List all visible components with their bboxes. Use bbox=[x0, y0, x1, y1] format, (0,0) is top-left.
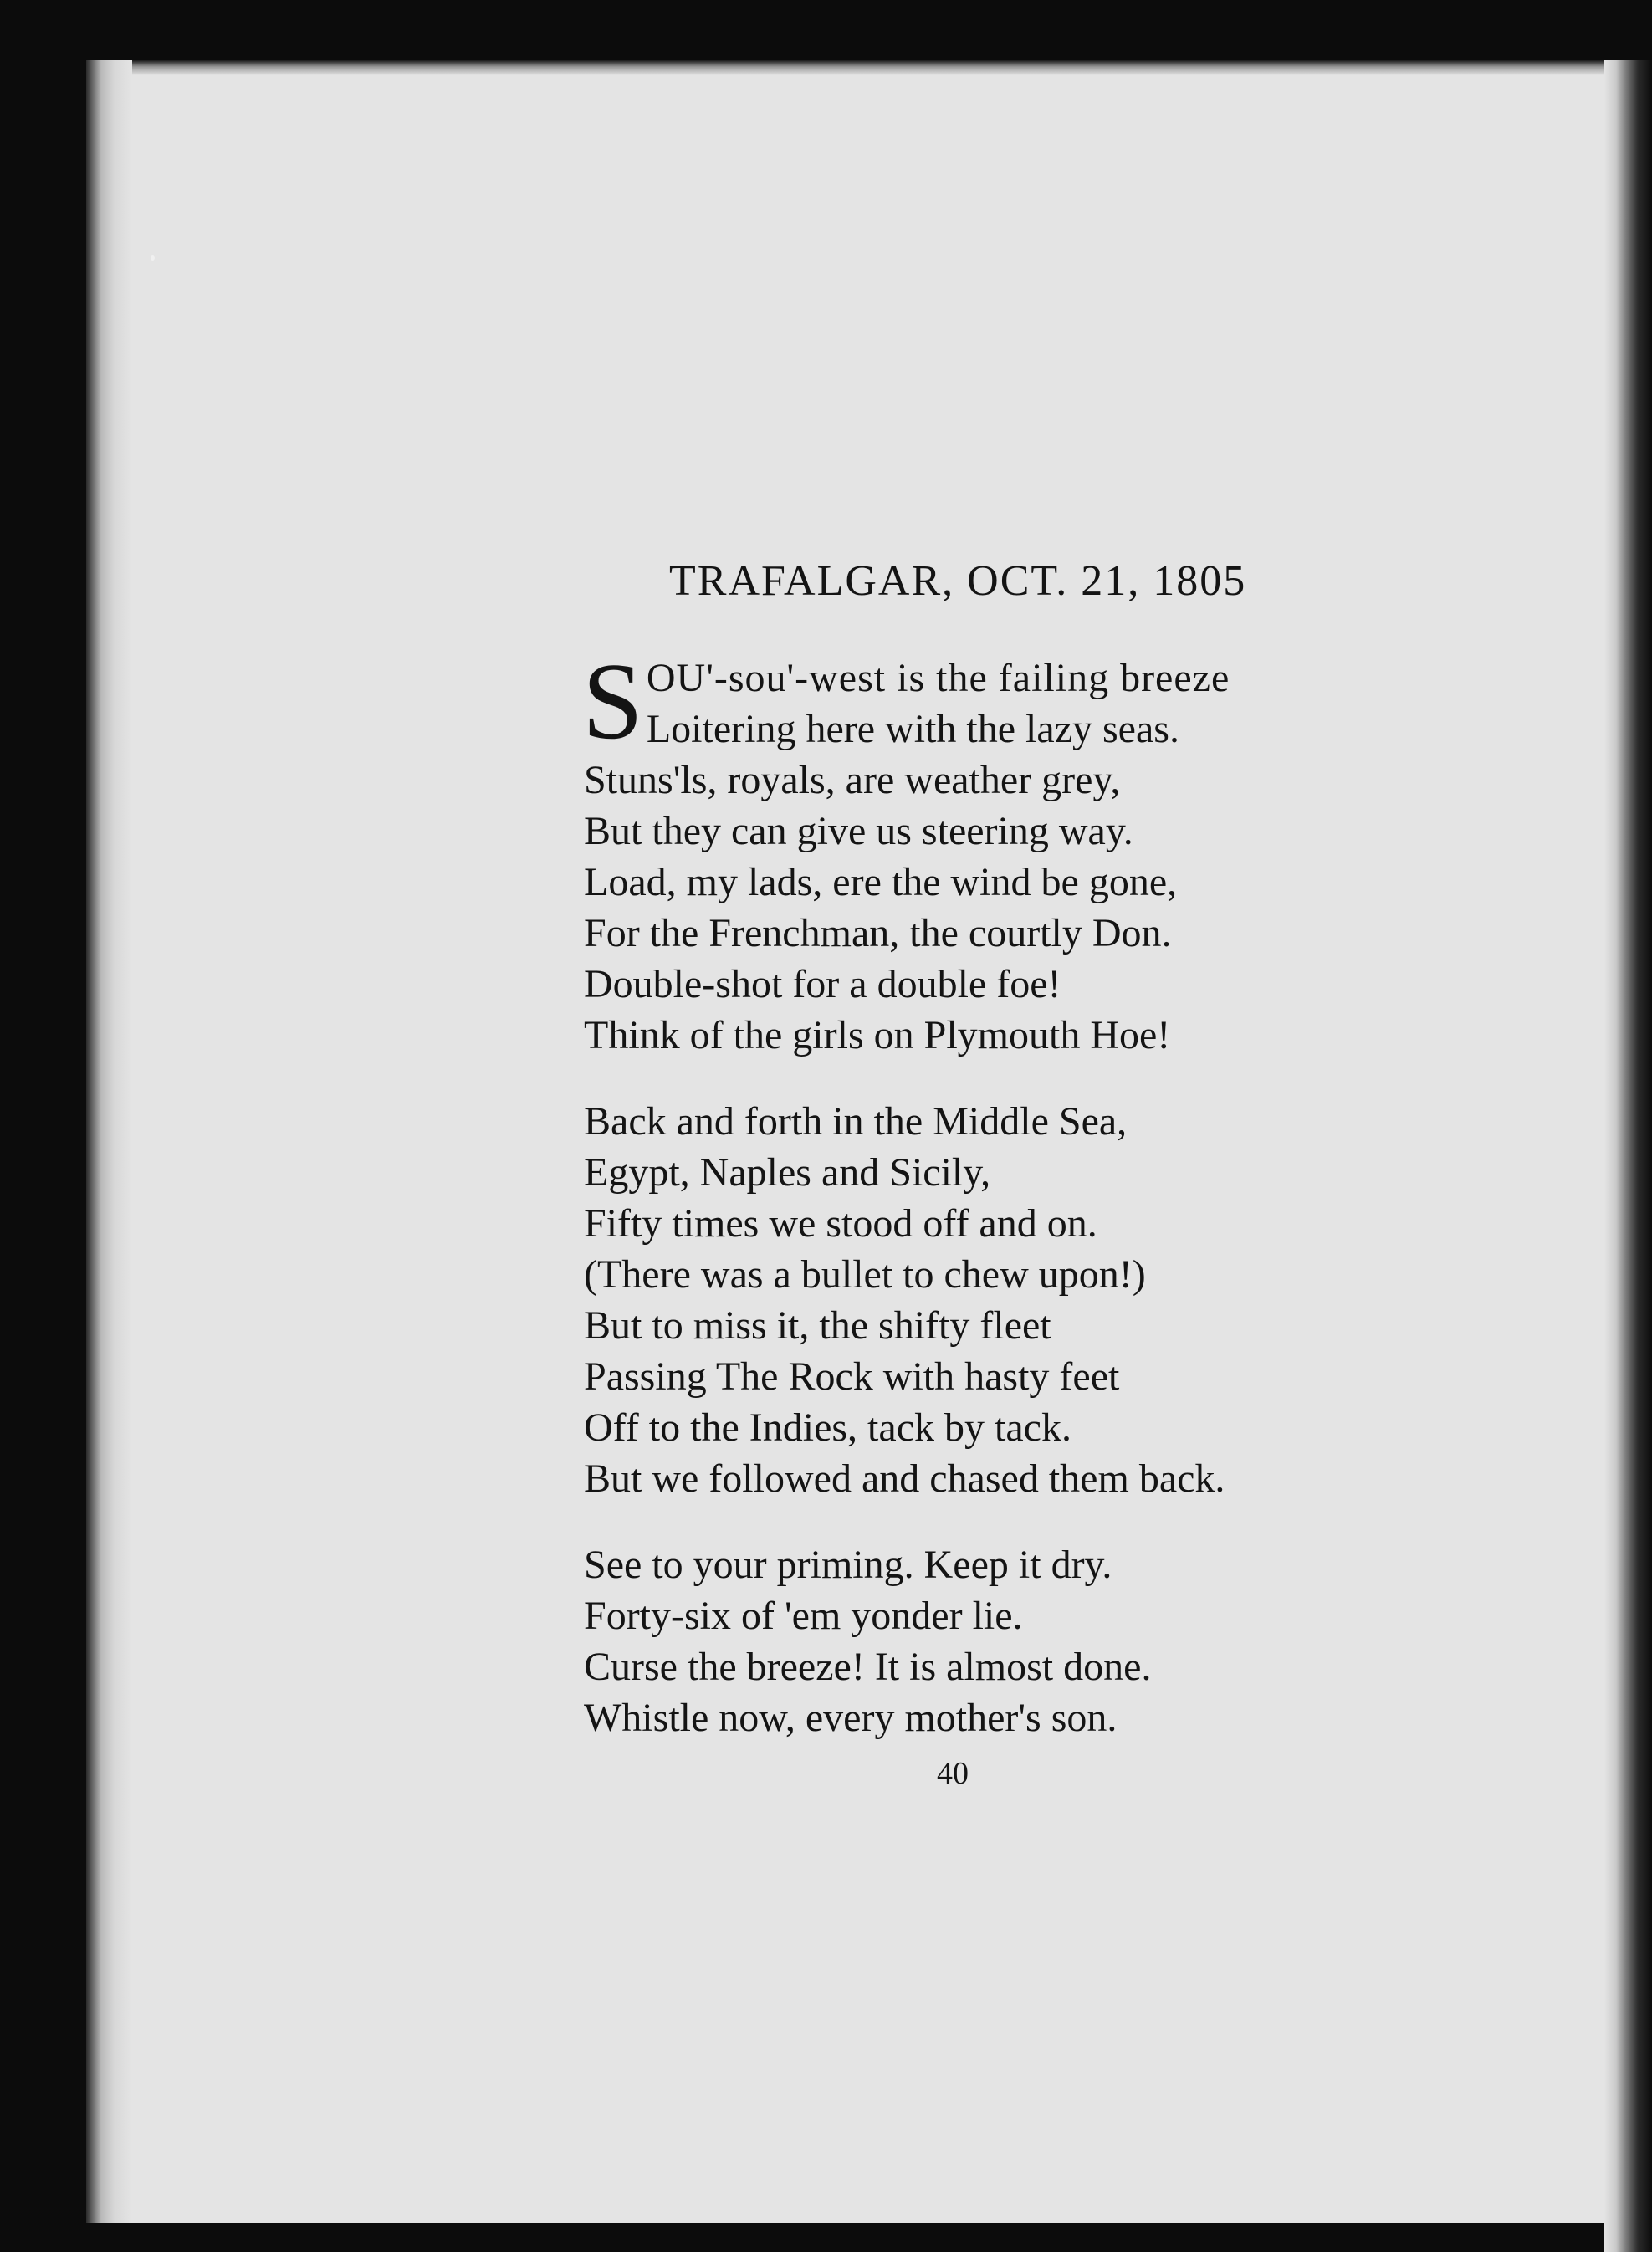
poem-body bbox=[582, 641, 1420, 1779]
poem-line: Egypt, Naples and Sicily, bbox=[584, 1150, 991, 1195]
poem-line: But they can give us steering way. bbox=[584, 809, 1133, 853]
poem-line: Back and forth in the Middle Sea, bbox=[584, 1099, 1128, 1144]
scan-speck bbox=[151, 255, 155, 261]
drop-cap: S bbox=[582, 641, 643, 762]
poem-line: But we followed and chased them back. bbox=[584, 1456, 1225, 1501]
poem-line: Load, my lads, ere the wind be gone, bbox=[584, 860, 1178, 904]
poem-line: For the Frenchman, the courtly Don. bbox=[584, 911, 1172, 955]
poem-line: Think of the girls on Plymouth Hoe! bbox=[584, 1013, 1171, 1057]
poem-line: But to miss it, the shifty fleet bbox=[584, 1303, 1051, 1348]
page-binding-edge bbox=[86, 60, 132, 2223]
poem-line: See to your priming. Keep it dry. bbox=[584, 1543, 1112, 1587]
poem-line: Double-shot for a double foe! bbox=[584, 962, 1061, 1006]
poem-line: Stuns'ls, royals, are weather grey, bbox=[584, 758, 1121, 802]
stanza-3 bbox=[584, 1539, 1420, 1743]
poem-line: Whistle now, every mother's son. bbox=[584, 1696, 1118, 1740]
poem-line: Fifty times we stood off and on. bbox=[584, 1201, 1097, 1246]
poem-line: Curse the breeze! It is almost done. bbox=[584, 1645, 1152, 1689]
stanza-2 bbox=[584, 1096, 1420, 1504]
page-outer-edge bbox=[1604, 60, 1652, 2252]
stanza-1 bbox=[582, 641, 1420, 1061]
poem-line: OU'-sou'-west is the failing breeze bbox=[646, 656, 1230, 700]
poem-line: (There was a bullet to chew upon!) bbox=[584, 1252, 1146, 1297]
page-top-edge bbox=[86, 60, 1625, 75]
poem-line: Off to the Indies, tack by tack. bbox=[584, 1405, 1071, 1450]
poem-line: Passing The Rock with hasty feet bbox=[584, 1354, 1120, 1399]
poem-title: TRAFALGAR, OCT. 21, 1805 bbox=[669, 557, 1247, 605]
poem-line: Loitering here with the lazy seas. bbox=[646, 707, 1179, 751]
page-number: 40 bbox=[937, 1756, 969, 1791]
poem-line: Forty-six of 'em yonder lie. bbox=[584, 1594, 1023, 1638]
